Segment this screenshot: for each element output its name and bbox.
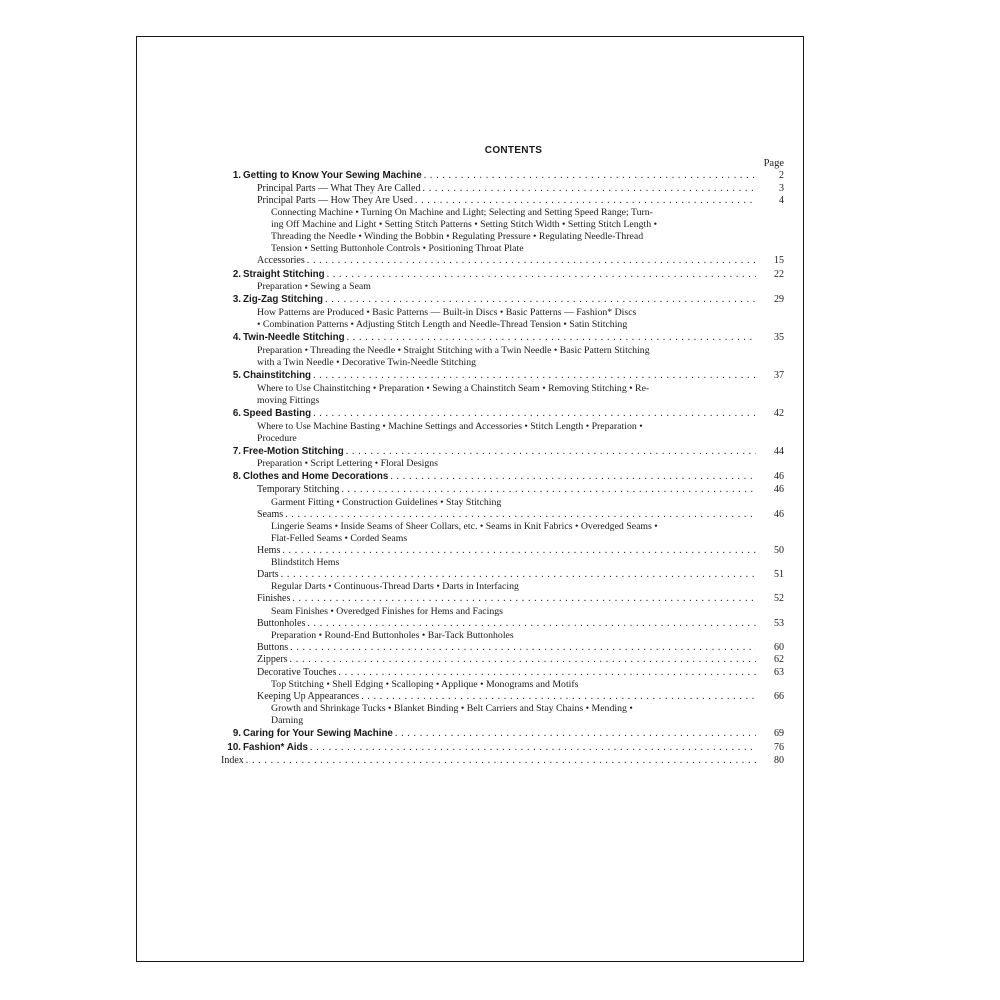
page-number: 44 — [774, 445, 784, 457]
page-number: 46 — [774, 508, 784, 520]
section-title: Accessories — [257, 255, 305, 267]
toc-description-line: Regular Darts • Continuous-Thread Darts • Darts in Interfacing — [271, 581, 519, 593]
page-number: 62 — [774, 654, 784, 666]
toc-description — [221, 207, 784, 255]
toc-description-line: Connecting Machine • Turning On Machine and Light; Selecting and Setting Speed Range; Turn- — [271, 207, 653, 219]
dot-leader — [285, 509, 756, 521]
section-title: Temporary Stitching — [257, 484, 340, 496]
section-title: Principal Parts — What They Are Called — [257, 182, 421, 194]
chapter-number: 2. — [232, 268, 241, 280]
dot-leader — [281, 569, 756, 581]
dot-leader — [390, 470, 756, 484]
chapter-number: 4. — [232, 332, 241, 344]
toc-chapter-entry[interactable] — [221, 169, 784, 183]
dot-leader — [361, 691, 756, 703]
toc-chapter-entry[interactable] — [221, 369, 784, 383]
toc-description — [221, 630, 784, 642]
toc-description-line: How Patterns are Produced • Basic Patterns — Built-in Discs • Basic Patterns — Fashion* Discs — [257, 307, 637, 319]
dot-leader — [346, 445, 756, 459]
toc-chapter-entry[interactable] — [221, 727, 784, 741]
dot-leader — [310, 741, 756, 755]
section-title: Buttons — [257, 642, 289, 654]
toc-description — [221, 497, 784, 509]
toc-description-line: Preparation • Round-End Buttonholes • Bar-Tack Buttonholes — [271, 630, 514, 642]
toc-description-line: ing Off Machine and Light • Setting Stitch Patterns • Setting Stitch Width • Setting Stitch Length • — [271, 219, 658, 231]
page-number: 46 — [774, 471, 784, 483]
toc-description — [221, 345, 784, 369]
chapter-title: Zig-Zag Stitching — [243, 294, 323, 306]
toc-chapter-entry[interactable] — [221, 331, 784, 345]
page-number: 37 — [774, 370, 784, 382]
toc-section-entry[interactable] — [221, 667, 784, 679]
table-of-contents — [221, 144, 784, 767]
section-title: Decorative Touches — [257, 666, 337, 678]
dot-leader — [423, 183, 757, 195]
page-number: 52 — [774, 593, 784, 605]
dot-leader — [290, 654, 756, 666]
page-column-header: Page — [763, 158, 784, 169]
toc-chapter-entry[interactable] — [221, 470, 784, 484]
section-title: Finishes — [257, 593, 291, 605]
toc-section-entry[interactable] — [221, 509, 784, 521]
toc-section-entry[interactable] — [221, 195, 784, 207]
toc-description-line: Preparation • Script Lettering • Floral Designs — [257, 458, 438, 470]
toc-description-line: Blindstitch Hems — [271, 557, 340, 569]
toc-section-entry[interactable] — [221, 569, 784, 581]
page-number: 46 — [774, 484, 784, 496]
page-title: CONTENTS — [484, 145, 543, 156]
chapter-number: 7. — [232, 445, 241, 457]
toc-chapter-entry[interactable] — [221, 268, 784, 282]
dot-leader — [282, 545, 756, 557]
chapter-number: 3. — [232, 294, 241, 306]
toc-description-line: Preparation • Threading the Needle • Straight Stitching with a Twin Needle • Basic Pattern Stitching — [257, 345, 650, 357]
chapter-title: Fashion* Aids — [243, 742, 308, 754]
dot-leader — [307, 618, 756, 630]
toc-description-line: with a Twin Needle • Decorative Twin-Needle Stitching — [257, 357, 477, 369]
toc-description-line: Seam Finishes • Overedged Finishes for Hems and Facings — [271, 605, 503, 617]
toc-description-line: Darning — [271, 715, 304, 727]
chapter-number: 1. — [232, 170, 241, 181]
toc-section-entry[interactable] — [221, 691, 784, 703]
toc-description-line: Tension • Setting Buttonhole Controls • Positioning Throat Plate — [271, 243, 524, 255]
toc-description — [221, 606, 784, 618]
toc-chapter-entry[interactable] — [221, 741, 784, 755]
toc-section-entry[interactable] — [221, 545, 784, 557]
toc-description-line: • Combination Patterns • Adjusting Stitch Length and Needle-Thread Tension • Satin Stitching — [257, 319, 628, 331]
toc-description-line: Procedure — [257, 432, 297, 444]
dot-leader — [325, 293, 756, 307]
dot-leader — [313, 369, 756, 383]
toc-description-line: Top Stitching • Shell Edging • Scalloping • Applique • Monograms and Motifs — [271, 678, 579, 690]
toc-section-entry[interactable] — [221, 654, 784, 666]
chapter-number: 8. — [232, 471, 241, 483]
toc-description-line: Growth and Shrinkage Tucks • Blanket Binding • Belt Carriers and Stay Chains • Mending • — [271, 703, 633, 715]
page-number: 15 — [774, 255, 784, 267]
dot-leader — [313, 407, 756, 421]
chapter-title: Free-Motion Stitching — [243, 445, 344, 457]
page-number: 50 — [774, 544, 784, 556]
dot-leader — [307, 255, 756, 267]
chapter-title: Twin-Needle Stitching — [243, 332, 345, 344]
chapter-number: 6. — [232, 407, 241, 419]
dot-leader — [347, 331, 756, 345]
chapter-title: Straight Stitching — [243, 268, 325, 280]
page-number: 69 — [774, 728, 784, 740]
dot-leader — [327, 268, 756, 282]
dot-leader — [338, 667, 756, 679]
toc-description-line: Garment Fitting • Construction Guidelines • Stay Stitching — [271, 496, 502, 508]
page-number: 53 — [774, 617, 784, 629]
section-title: Principal Parts — How They Are Used — [257, 195, 413, 207]
toc-section-entry[interactable] — [221, 642, 784, 654]
section-title: Index — [221, 754, 244, 766]
toc-section-entry[interactable] — [221, 183, 784, 195]
chapter-title: Chainstitching — [243, 370, 312, 382]
page-number: 35 — [774, 332, 784, 344]
toc-description — [221, 307, 784, 331]
page-number: 22 — [774, 268, 784, 280]
page-number: 29 — [774, 294, 784, 306]
toc-description-line: Preparation • Sewing a Seam — [257, 281, 371, 293]
page-number: 80 — [774, 754, 784, 766]
chapter-number: 5. — [232, 370, 241, 382]
dot-leader — [415, 195, 756, 207]
chapter-number: 10. — [227, 742, 241, 754]
section-title: Darts — [257, 569, 279, 581]
chapter-title: Caring for Your Sewing Machine — [243, 728, 393, 740]
toc-chapter-entry[interactable] — [221, 445, 784, 459]
page-number: 3 — [779, 182, 784, 194]
toc-description-line: Where to Use Chainstitching • Preparation • Sewing a Chainstitch Seam • Removing Stitching • Re- — [257, 382, 650, 394]
toc-description — [221, 581, 784, 593]
dot-leader — [290, 642, 756, 654]
page-number: 66 — [774, 690, 784, 702]
toc-description — [221, 557, 784, 569]
toc-description-line: Flat-Felled Seams • Corded Seams — [271, 532, 408, 544]
toc-section-entry[interactable] — [221, 593, 784, 605]
section-title: Zippers — [257, 654, 288, 666]
page-number: 76 — [774, 742, 784, 754]
page-number: 63 — [774, 666, 784, 678]
page-number: 2 — [779, 170, 784, 181]
toc-description-line: moving Fittings — [257, 394, 320, 406]
toc-section-entry[interactable] — [221, 255, 784, 267]
dot-leader — [341, 484, 756, 496]
dot-leader — [424, 169, 756, 183]
page-number: 60 — [774, 642, 784, 654]
chapter-title: Clothes and Home Decorations — [243, 471, 389, 483]
dot-leader — [395, 727, 756, 741]
toc-chapter-entry[interactable] — [221, 293, 784, 307]
page-number: 42 — [774, 407, 784, 419]
section-title: Keeping Up Appearances — [257, 690, 360, 702]
toc-section-entry[interactable] — [221, 484, 784, 496]
toc-list — [221, 169, 784, 767]
toc-description — [221, 458, 784, 470]
toc-description — [221, 703, 784, 727]
page-number: 4 — [779, 195, 784, 207]
chapter-title: Getting to Know Your Sewing Machine — [243, 170, 422, 181]
toc-section-entry[interactable] — [221, 618, 784, 630]
section-title: Hems — [257, 544, 281, 556]
chapter-title: Speed Basting — [243, 407, 312, 419]
toc-section-entry[interactable] — [221, 755, 784, 767]
chapter-number: 9. — [232, 728, 241, 740]
toc-description-line: Threading the Needle • Winding the Bobbin • Regulating Pressure • Regulating Needle-Thread — [271, 231, 644, 243]
page-number: 51 — [774, 569, 784, 581]
section-title: Buttonholes — [257, 617, 306, 629]
toc-description-line: Where to Use Machine Basting • Machine Settings and Accessories • Stitch Length • Preparation • — [257, 420, 643, 432]
toc-description — [221, 383, 784, 407]
dot-leader — [246, 755, 756, 767]
toc-chapter-entry[interactable] — [221, 407, 784, 421]
toc-description — [221, 521, 784, 545]
toc-description — [221, 679, 784, 691]
toc-description — [221, 421, 784, 445]
toc-description-line: Lingerie Seams • Inside Seams of Sheer Collars, etc. • Seams in Knit Fabrics • Overedged Seams • — [271, 520, 658, 532]
dot-leader — [292, 593, 756, 605]
toc-description — [221, 281, 784, 293]
section-title: Seams — [257, 508, 284, 520]
